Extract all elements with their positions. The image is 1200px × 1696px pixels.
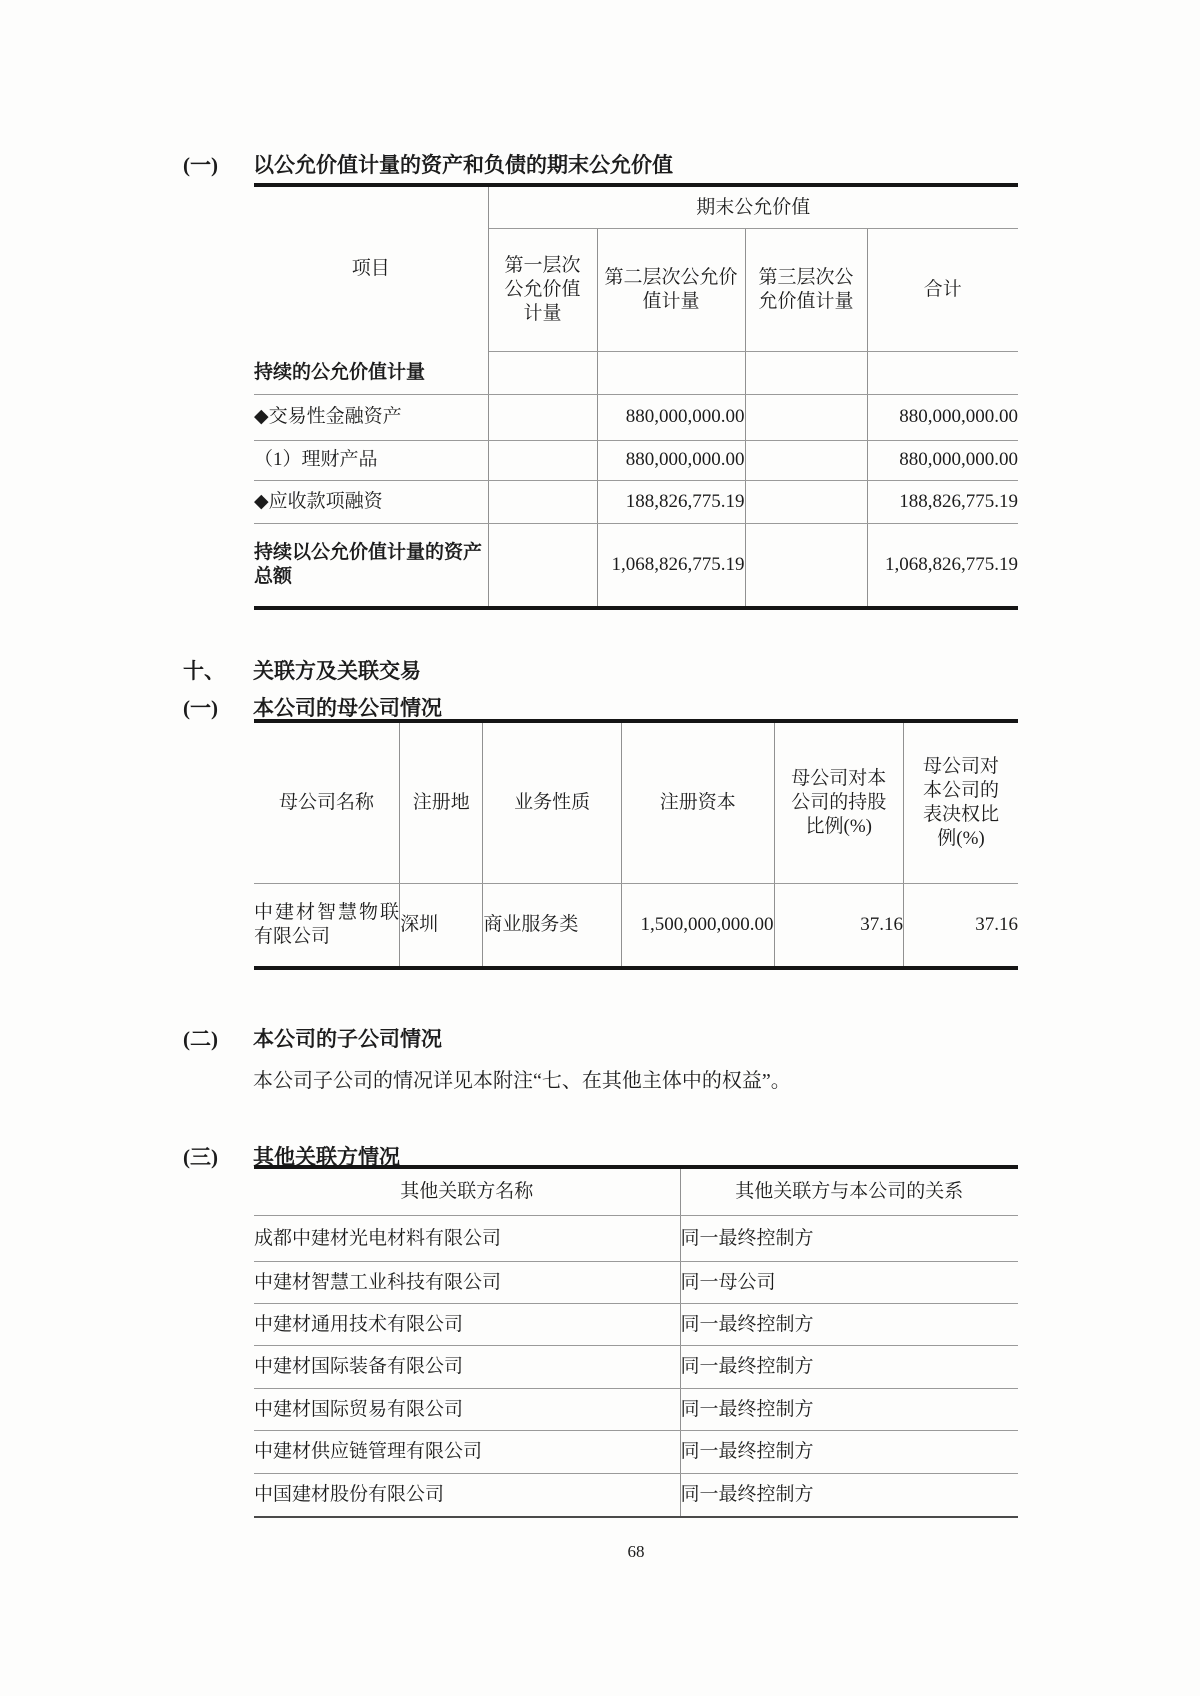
cell-level1-value bbox=[488, 394, 597, 440]
table-row bbox=[254, 1431, 1018, 1474]
header-cell-level1: 第一层次公允价值计量 bbox=[488, 229, 597, 352]
cell-reg-capital: 1,500,000,000.00 bbox=[621, 884, 774, 969]
cell-level2-value bbox=[597, 352, 745, 395]
cell-related-name: 中建材智慧工业科技有限公司 bbox=[254, 1262, 680, 1304]
header-cell-business: 业务性质 bbox=[483, 721, 622, 884]
header-cell-related-name: 其他关联方名称 bbox=[254, 1167, 680, 1216]
cell-row-label: （1）理财产品 bbox=[254, 440, 488, 480]
header-cell-vote-pct: 母公司对本公司的表决权比例(%) bbox=[904, 721, 1019, 884]
header-cell-total: 合计 bbox=[867, 229, 1018, 352]
header-cell-level2: 第二层次公允价值计量 bbox=[597, 229, 745, 352]
section-heading-parent-company bbox=[183, 695, 442, 721]
cell-related-name: 中建材供应链管理有限公司 bbox=[254, 1431, 680, 1474]
table-row bbox=[254, 185, 1018, 229]
section-heading-fair-value bbox=[183, 152, 673, 178]
table-header-row bbox=[254, 1167, 1018, 1216]
cell-level2-value: 188,826,775.19 bbox=[597, 480, 745, 523]
cell-level2-value: 1,068,826,775.19 bbox=[597, 523, 745, 608]
section-marker: (二) bbox=[183, 1027, 218, 1051]
section-heading-related-party bbox=[183, 658, 421, 684]
cell-total-value: 1,068,826,775.19 bbox=[885, 553, 1019, 575]
cell-level2-value: 880,000,000.00 bbox=[597, 440, 745, 480]
table-row bbox=[254, 1346, 1018, 1389]
cell-level1-value bbox=[488, 480, 597, 523]
table-row bbox=[254, 523, 1018, 608]
section-title: 本公司的母公司情况 bbox=[253, 696, 442, 720]
cell-business: 商业服务类 bbox=[483, 884, 622, 969]
cell-relationship: 同一母公司 bbox=[680, 1262, 1018, 1304]
table-row bbox=[254, 1304, 1018, 1346]
cell-row-label: ◆应收款项融资 bbox=[254, 480, 488, 523]
cell-related-name: 中建材国际贸易有限公司 bbox=[254, 1389, 680, 1431]
cell-related-name: 中建材国际装备有限公司 bbox=[254, 1346, 680, 1389]
cell-level3-value bbox=[745, 394, 867, 440]
table-row bbox=[254, 440, 1018, 480]
section-heading-subsidiary bbox=[183, 1026, 442, 1052]
header-cell-share-pct: 母公司对本公司的持股比例(%) bbox=[774, 721, 904, 884]
section-title: 关联方及关联交易 bbox=[253, 659, 421, 683]
header-cell-level3: 第三层次公允价值计量 bbox=[745, 229, 867, 352]
section-title: 本公司的子公司情况 bbox=[253, 1027, 442, 1051]
cell-level3-value bbox=[745, 440, 867, 480]
table-row bbox=[254, 1262, 1018, 1304]
page-number: 68 bbox=[627, 1542, 645, 1561]
subsidiary-note-text: 本公司子公司的情况详见本附注“七、在其他主体中的权益”。 bbox=[253, 1070, 791, 1092]
cell-total-value: 880,000,000.00 bbox=[867, 440, 1018, 480]
cell-relationship: 同一最终控制方 bbox=[680, 1346, 1018, 1389]
cell-row-label: 持续的公允价值计量 bbox=[254, 352, 488, 395]
cell-total-value: 188,826,775.19 bbox=[867, 480, 1018, 523]
cell-share-pct: 37.16 bbox=[774, 884, 904, 969]
cell-level1-value bbox=[488, 523, 597, 608]
cell-related-name: 成都中建材光电材料有限公司 bbox=[254, 1216, 680, 1262]
cell-total-value bbox=[867, 352, 1018, 395]
cell-relationship: 同一最终控制方 bbox=[680, 1216, 1018, 1262]
header-cell-reg-capital: 注册资本 bbox=[621, 721, 774, 884]
header-cell-period-end-fv: 期末公允价值 bbox=[488, 185, 1018, 229]
section-title: 以公允价值计量的资产和负债的期末公允价值 bbox=[253, 153, 673, 177]
cell-relationship: 同一最终控制方 bbox=[680, 1431, 1018, 1474]
cell-level3-value bbox=[745, 480, 867, 523]
cell-vote-pct: 37.16 bbox=[975, 914, 1018, 935]
table-row bbox=[254, 352, 1018, 395]
fair-value-table bbox=[254, 183, 1018, 610]
header-cell-reg-place: 注册地 bbox=[400, 721, 483, 884]
table-row bbox=[254, 394, 1018, 440]
cell-level1-value bbox=[488, 440, 597, 480]
cell-level2-value: 880,000,000.00 bbox=[597, 394, 745, 440]
header-cell-parent-name: 母公司名称 bbox=[254, 721, 400, 884]
other-related-parties-table bbox=[254, 1165, 1018, 1518]
table-row bbox=[254, 1216, 1018, 1262]
cell-related-name: 中国建材股份有限公司 bbox=[254, 1474, 680, 1518]
table-header-row bbox=[254, 721, 1018, 884]
cell-level1-value bbox=[488, 352, 597, 395]
cell-reg-place: 深圳 bbox=[400, 884, 483, 969]
cell-relationship: 同一最终控制方 bbox=[680, 1484, 814, 1505]
section-marker: (一) bbox=[183, 696, 218, 720]
parent-company-table bbox=[254, 719, 1018, 970]
cell-row-label: ◆交易性金融资产 bbox=[254, 394, 488, 440]
section-marker: (三) bbox=[183, 1145, 218, 1169]
table-row bbox=[254, 480, 1018, 523]
header-cell-item: 项目 bbox=[254, 185, 488, 352]
section-marker: 十、 bbox=[183, 659, 225, 683]
cell-relationship: 同一最终控制方 bbox=[680, 1304, 1018, 1346]
cell-row-label: 持续以公允价值计量的资产总额 bbox=[254, 523, 488, 608]
table-row bbox=[254, 1474, 1018, 1518]
header-cell-relationship: 其他关联方与本公司的关系 bbox=[680, 1167, 1018, 1216]
cell-parent-name: 中建材智慧物联有限公司 bbox=[254, 884, 400, 969]
section-title: 其他关联方情况 bbox=[253, 1145, 400, 1169]
section-marker: (一) bbox=[183, 153, 218, 177]
cell-related-name: 中建材通用技术有限公司 bbox=[254, 1304, 680, 1346]
cell-level3-value bbox=[745, 352, 867, 395]
cell-total-value: 880,000,000.00 bbox=[867, 394, 1018, 440]
cell-relationship: 同一最终控制方 bbox=[680, 1389, 1018, 1431]
table-row bbox=[254, 884, 1018, 969]
table-row bbox=[254, 1389, 1018, 1431]
cell-level3-value bbox=[745, 523, 867, 608]
